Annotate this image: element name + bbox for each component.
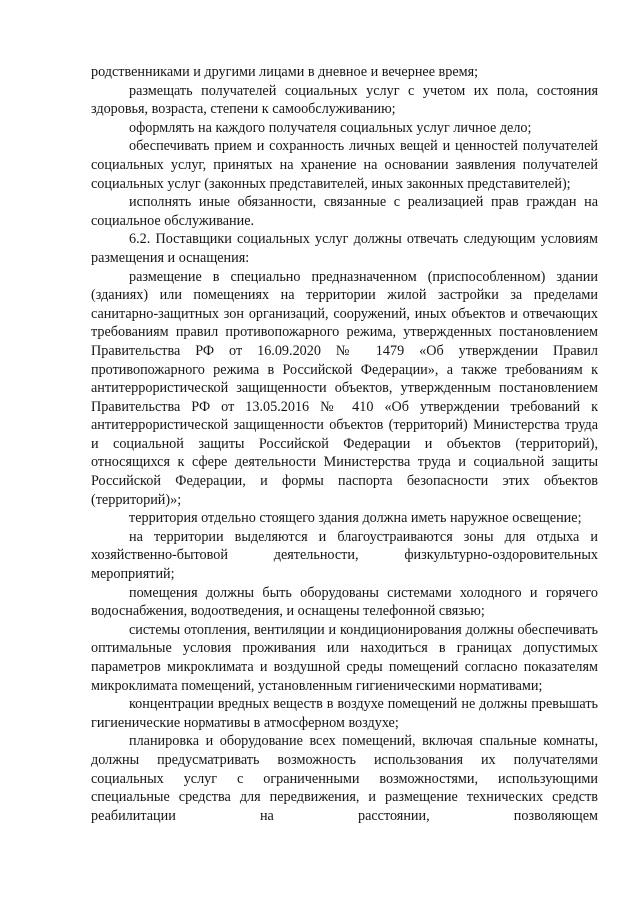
paragraph: на территории выделяются и благоустраиваются зоны для отдыха и хозяйственно-бытовой деятельности, физкультурно-оздоровительных мероприятий; [91,528,598,583]
paragraph: размещение в специально предназначенном (приспособленном) здании (зданиях) или помещениях на территории жилой застройки за пределами санитарно-защитных зон организаций, сооружений, иных объектов и отвечающих требованиям правил противопожарного режима, утвержденных постановлением Правительства РФ от 16.09.2020 № 1479 «Об утверждении Правил противопожарного режима в Российской Федерации», а также требованиям к антитеррористической защищенности объектов, утвержденным постановлением Правительства РФ от 13.05.2016 № 410 «Об утверждении требований к антитеррористической защищенности объектов (территорий) Министерства труда и социальной защиты Российской Федерации и объектов (территорий), относящихся к сфере деятельности Министерства труда и социальной защиты Российской Федерации, и формы паспорта безопасности этих объектов (территорий)»; [91,268,598,508]
paragraph: обеспечивать прием и сохранность личных вещей и ценностей получателей социальных услуг, принятых на хранение на основании заявления получателей социальных услуг (законных представителей, иных законных представителей); [91,138,598,192]
document-body [91,63,598,825]
paragraph: исполнять иные обязанности, связанные с реализацией прав граждан на социальное обслуживание. [91,194,598,229]
paragraph: концентрации вредных веществ в воздухе помещений не должны превышать гигиенические нормативы в атмосферном воздухе; [91,696,598,731]
paragraph-section-6-2: 6.2. Поставщики социальных услуг должны отвечать следующим условиям размещения и оснащения: [91,231,598,266]
paragraph: системы отопления, вентиляции и кондиционирования должны обеспечивать оптимальные условия проживания или находиться в границах допустимых параметров микроклимата и воздушной среды помещений согласно показателям микроклимата помещений, установленным гигиеническими нормативами; [91,621,598,694]
paragraph: размещать получателей социальных услуг с учетом их пола, состояния здоровья, возраста, степени к самообслуживанию; [91,82,598,118]
paragraph-continuation: родственниками и другими лицами в дневное и вечернее время; [91,64,479,80]
paragraph: оформлять на каждого получателя социальных услуг личное дело; [129,119,532,136]
paragraph: планировка и оборудование всех помещений, включая спальные комнаты, должны предусматривать возможность использования их получателями социальных услуг с ограниченными возможностями, использующими специальные средства для передвижения, и размещение технических средств реабилитации на расстоянии, позволяющем [91,733,598,824]
paragraph: территория отдельно стоящего здания должна иметь наружное освещение; [129,510,582,527]
paragraph: помещения должны быть оборудованы системами холодного и горячего водоснабжения, водоотведения, и оснащены телефонной связью; [91,584,598,620]
